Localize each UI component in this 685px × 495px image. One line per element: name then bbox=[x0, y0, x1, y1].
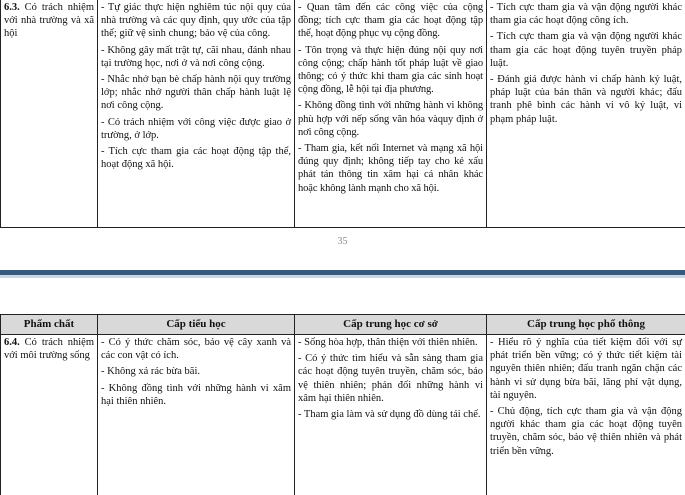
column-header-quality: Phẩm chất bbox=[1, 315, 98, 335]
primary-level-cell bbox=[98, 0, 295, 228]
list-item: - Có trách nhiệm với công việc được giao ở trường, ở lớp. bbox=[101, 116, 291, 141]
table-header-row bbox=[1, 315, 685, 335]
list-item: - Tích cực tham gia các hoạt động tập thể, hoạt động xã hội. bbox=[101, 146, 291, 171]
upper-secondary-level-cell bbox=[487, 0, 685, 228]
lower-secondary-level-cell bbox=[295, 335, 487, 495]
list-item: - Chủ động, tích cực tham gia và vận động người khác tham gia các hoạt động tuyên truyền, chăm sóc, bảo vệ thiên nhiên và phát triển bền vững. bbox=[490, 406, 682, 457]
list-item: - Tham gia, kết nối Internet và mạng xã hội đúng quy định; không tiếp tay cho kẻ xấu phát tán thông tin xâm hại cá nhân khác hoặc không lành mạnh cho xã hội. bbox=[298, 143, 483, 194]
list-item: - Hiểu rõ ý nghĩa của tiết kiệm đối với sự phát triển bền vững; có ý thức tiết kiệm tài nguyên thiên nhiên; đấu tranh ngăn chặn các hành vi sử dụng bừa bãi, lãng phí vật dụng, tài nguyên. bbox=[490, 337, 682, 401]
column-header-upper-secondary: Cấp trung học phổ thông bbox=[487, 315, 685, 335]
quality-label: Có trách nhiệm với môi trường sống bbox=[4, 337, 94, 362]
list-item: - Quan tâm đến các công việc của cộng đồng; tích cực tham gia các hoạt động tập thể, hoạt động phục vụ cộng đồng. bbox=[298, 2, 483, 40]
page-break-divider bbox=[0, 270, 685, 275]
primary-level-cell bbox=[98, 335, 295, 495]
page-number: 35 bbox=[337, 236, 348, 247]
quality-cell bbox=[1, 0, 98, 228]
quality-label: Có trách nhiệm với nhà trường và xã hội bbox=[4, 2, 94, 40]
competency-table-top bbox=[0, 0, 685, 228]
table-row-6-4 bbox=[1, 335, 685, 495]
upper-secondary-level-cell bbox=[487, 335, 685, 495]
list-item: - Có ý thức chăm sóc, bảo vệ cây xanh và các con vật có ích. bbox=[101, 337, 291, 362]
quality-cell bbox=[1, 335, 98, 495]
quality-number: 6.4. bbox=[4, 337, 20, 348]
lower-secondary-level-cell bbox=[295, 0, 487, 228]
list-item: - Sống hòa hợp, thân thiện với thiên nhiên. bbox=[298, 337, 478, 348]
list-item: - Không xả rác bừa bãi. bbox=[101, 366, 200, 378]
list-item: - Tôn trọng và thực hiện đúng nội quy nơi công cộng; chấp hành tốt pháp luật về giao thông; có ý thức khi tham gia các sinh hoạt cộng đồng, lễ hội tại địa phương. bbox=[298, 44, 483, 96]
list-item: - Đánh giá được hành vi chấp hành kỷ luật, pháp luật của bản thân và người khác; đấu tranh phê bình các hành vi vô kỷ luật, vi phạm pháp luật. bbox=[490, 74, 682, 125]
list-item: - Tự giác thực hiện nghiêm túc nội quy của nhà trường và các quy định, quy ước của tập thể; giữ vệ sinh chung; bảo vệ của công. bbox=[101, 2, 291, 40]
table-row-6-3 bbox=[1, 0, 685, 228]
list-item: - Không đồng tình với những hành vi không phù hợp với nếp sống văn hóa vàquy định ở nơi công cộng. bbox=[298, 100, 483, 138]
list-item: - Không đồng tình với những hành vi xâm hại thiên nhiên. bbox=[101, 382, 291, 407]
list-item: - Không gây mất trật tự, cãi nhau, đánh nhau tại trường học, nơi ở và nơi công cộng. bbox=[101, 44, 291, 69]
quality-number: 6.3. bbox=[4, 2, 20, 13]
list-item: - Tham gia làm và sử dụng đồ dùng tái chế. bbox=[298, 409, 481, 421]
column-header-lower-secondary: Cấp trung học cơ sở bbox=[295, 315, 487, 335]
competency-table-bottom bbox=[0, 314, 685, 495]
list-item: - Có ý thức tìm hiểu và sẵn sàng tham gia các hoạt động tuyên truyền, chăm sóc, bảo vệ thiên nhiên; phản đối những hành vi xâm hại thiên nhiên. bbox=[298, 353, 483, 404]
list-item: - Tích cực tham gia và vận động người khác tham gia các hoạt động tuyên truyền pháp luật. bbox=[490, 31, 682, 69]
list-item: - Nhắc nhở bạn bè chấp hành nội quy trường lớp; nhắc nhở người thân chấp hành luật lệ nơi công cộng. bbox=[101, 74, 291, 112]
list-item: - Tích cực tham gia và vận động người khác tham gia các hoạt động công ích. bbox=[490, 2, 682, 27]
column-header-primary: Cấp tiểu học bbox=[98, 315, 295, 335]
